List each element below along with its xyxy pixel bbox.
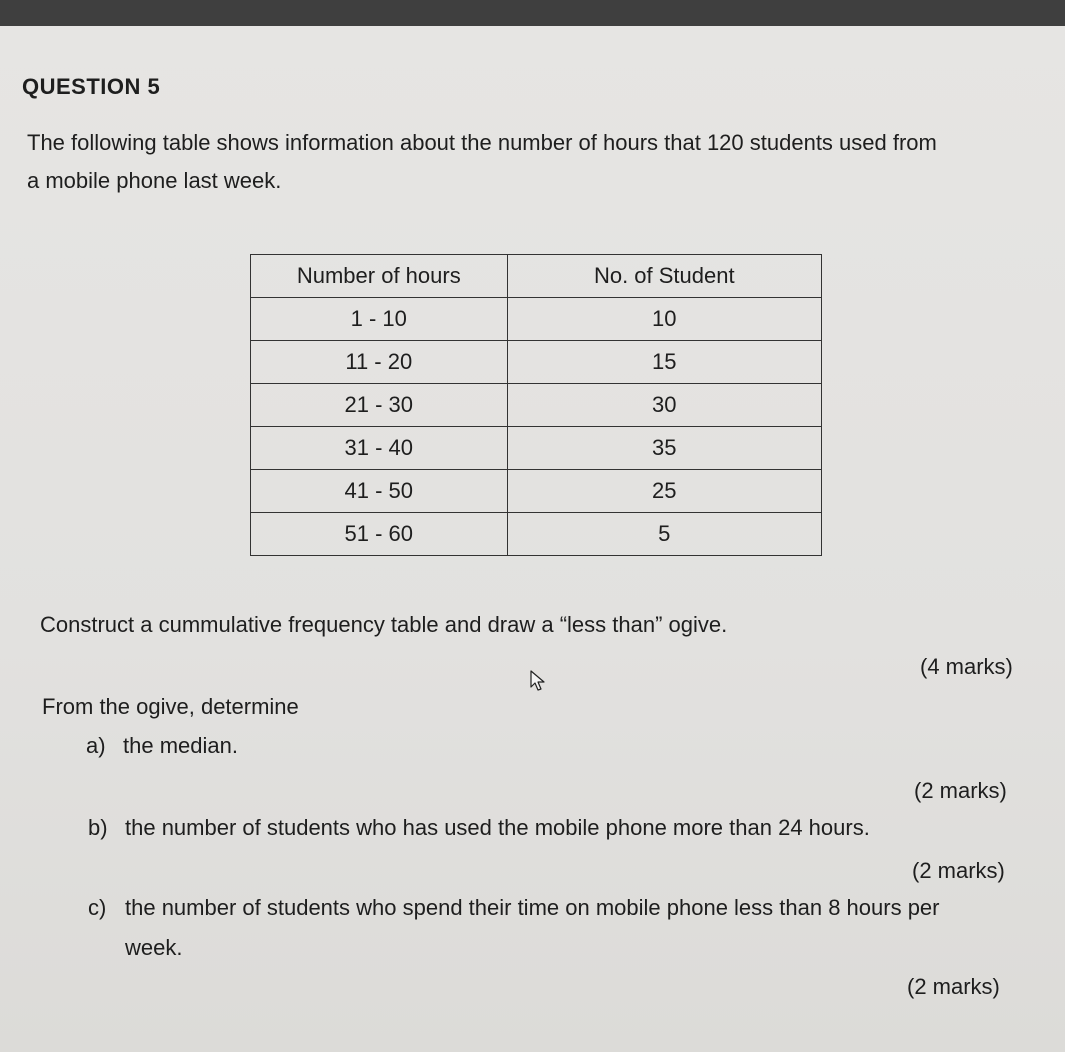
part-c	[88, 888, 940, 968]
construct-marks: (4 marks)	[920, 654, 1013, 679]
table-row	[251, 513, 822, 556]
intro-line-2: a mobile phone last week.	[27, 168, 282, 193]
students-cell: 35	[507, 427, 821, 470]
part-c-marks: (2 marks)	[907, 974, 1000, 999]
hours-cell: 21 - 30	[251, 384, 508, 427]
table-row	[251, 341, 822, 384]
monitor-top-bezel	[0, 0, 1065, 26]
document-page	[0, 26, 1065, 1052]
part-b-text: the number of students who has used the mobile phone more than 24 hours.	[125, 815, 870, 840]
construct-instruction: Construct a cummulative frequency table and draw a “less than” ogive.	[40, 612, 728, 637]
table-row	[251, 298, 822, 341]
table-row	[251, 470, 822, 513]
students-cell: 5	[507, 513, 821, 556]
part-a-marks: (2 marks)	[914, 778, 1007, 803]
hours-cell: 31 - 40	[251, 427, 508, 470]
part-a-letter: a)	[86, 733, 106, 758]
students-cell: 15	[507, 341, 821, 384]
part-a	[86, 726, 238, 766]
part-c-letter: c)	[88, 895, 107, 920]
part-b-letter: b)	[88, 815, 108, 840]
frequency-table	[250, 254, 822, 556]
header-number-of-hours: Number of hours	[251, 255, 508, 298]
part-c-text-line-1: the number of students who spend their time on mobile phone less than 8 hours per	[125, 895, 940, 920]
question-intro	[27, 124, 1057, 200]
hours-cell: 41 - 50	[251, 470, 508, 513]
mouse-pointer-icon	[530, 670, 546, 692]
hours-cell: 1 - 10	[251, 298, 508, 341]
intro-line-1: The following table shows information about the number of hours that 120 students used from	[27, 130, 937, 155]
hours-cell: 51 - 60	[251, 513, 508, 556]
question-title: QUESTION 5	[22, 74, 161, 99]
ogive-prompt: From the ogive, determine	[42, 694, 299, 719]
table-row	[251, 384, 822, 427]
students-cell: 25	[507, 470, 821, 513]
part-b	[88, 808, 870, 848]
part-c-text-line-2: week.	[125, 935, 183, 960]
students-cell: 30	[507, 384, 821, 427]
table-header-row	[251, 255, 822, 298]
header-no-of-student: No. of Student	[507, 255, 821, 298]
table-row	[251, 427, 822, 470]
students-cell: 10	[507, 298, 821, 341]
hours-cell: 11 - 20	[251, 341, 508, 384]
part-a-text: the median.	[123, 733, 238, 758]
part-b-marks: (2 marks)	[912, 858, 1005, 883]
